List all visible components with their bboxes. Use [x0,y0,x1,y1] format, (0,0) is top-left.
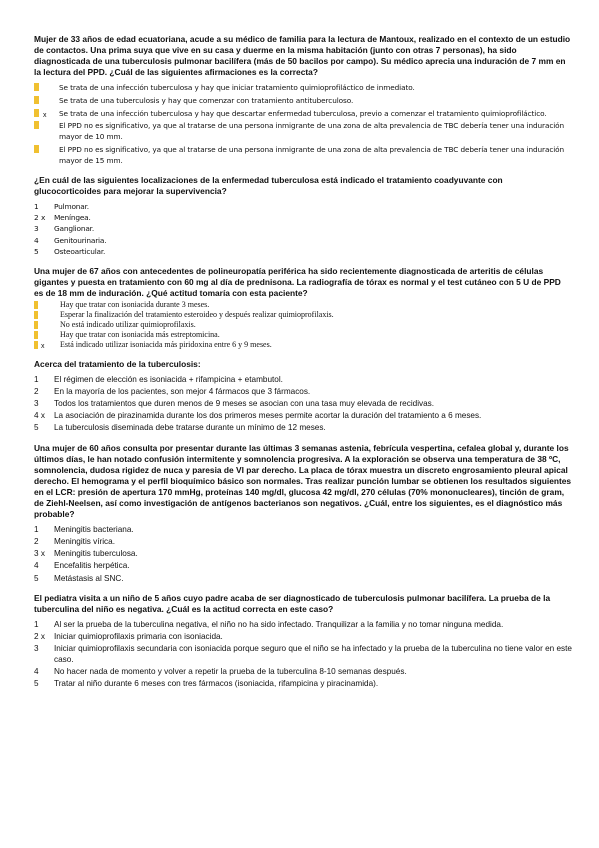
question-5-option-5[interactable]: 5 Metástasis al SNC. [34,573,124,583]
question-3-option-3[interactable]: No está indicado utilizar quimioprofilaxis. [34,320,572,330]
option-text: Se trata de una tuberculosis y hay que comenzar con tratamiento antituberculoso. [59,95,354,105]
question-2-option-2[interactable]: 2 x Meníngea. [34,213,91,223]
question-6-option-4[interactable]: 4 No hacer nada de momento y volver a repetir la prueba de la tuberculina 8-10 semanas después. [34,667,407,677]
option-text: Se trata de una infección tuberculosa y hay que descartar enfermedad tuberculosa, previo a comenzar el tratamiento quimioprofiláctico. [59,108,547,118]
question-1-option-4[interactable] [34,120,572,142]
question-6-stem: El pediatra visita a un niño de 5 años cuyo padre acaba de ser diagnosticado de tuberculosis pulmonar bacilífera. La prueba de la tuberculina del niño es negativa. ¿Cuál es la actitud correcta en este caso? [34,592,551,614]
option-text: Se trata de una infección tuberculosa y hay que iniciar tratamiento quimioprofiláctico de inmediato. [59,83,415,93]
question-3-stem: Una mujer de 67 años con antecedentes de polineuropatía periférica ha sido recientemente diagnosticada de arteritis de células gigantes y puesta en tratamiento con 60 mg al día de prednisona. La radiografía de tórax es normal y el test cutáneo con 5 U de PPD es de 18 mm de induración. ¿Qué actitud tomaría con esta paciente? [34,265,561,298]
question-1-stem: Mujer de 33 años de edad ecuatoriana, acude a su médico de familia para la lectura de Mantoux, realizado en el contexto de un estudio de contactos. Una prima suya que vive en su casa y duerme en la misma habitación (junto con otras 7 personas), ha sido diagnosticada de una tuberculosis pulmonar bacilífera (más de 50 bacilos por campo). Su médico aprecia una induración de 7 mm en la lectura del PPD. ¿Cuál de las siguientes afirmaciones es la correcta? [34,34,571,78]
question-4-option-2[interactable]: 2 En la mayoría de los pacientes, son mejor 4 fármacos que 3 fármacos. [34,387,311,397]
highlight-marker-icon [34,82,59,92]
question-6-option-2[interactable]: 2 x Iniciar quimioprofilaxis primaria con isoniacida. [34,631,223,641]
highlight-marker-icon [34,120,59,130]
question-1-option-5[interactable] [34,144,572,166]
question-5-stem: Una mujer de 60 años consulta por presentar durante las últimas 3 semanas astenia, febrícula vespertina, cefalea global y, durante los últimos días, le han notado confusión intermitente y somnolencia progresiva. A la exploración se observa una temperatura de 38 ºC, somnolencia, dudosa rigidez de nuca y paresia de VI par derecho. La placa de tórax muestra un discreto engrosamiento pleural apical derecho. El hemograma y el perfil bioquímico básico son normales. Tras realizar punción lumbar se obtienen los resultados siguientes en el LCR: presión de apertura 170 mmHg, proteínas 140 mg/dl, glucosa 42 mg/dl, 270 células (70% mononucleares), tinción de gram, de Ziehl-Neelsen, así como investigación de antígenos bacterianos son negativos. ¿Cuál, entre los siguientes, es el diagnóstico más probable? [34,442,572,520]
option-text: El PPD no es significativo, ya que al tratarse de una persona inmigrante de una zona de alta prevalencia de TBC debería tener una induración mayor de 10 mm. [59,121,565,142]
question-3-option-2[interactable]: Esperar la finalización del tratamiento esteroideo y después realizar quimioprofilaxis. [34,310,572,320]
question-4-stem: Acerca del tratamiento de la tuberculosis: [34,358,201,369]
question-1-option-1[interactable] [34,82,572,93]
highlight-marker-icon [34,320,60,330]
highlight-marker-icon [34,108,59,118]
question-5-option-2[interactable]: 2 Meningitis vírica. [34,537,115,547]
highlight-marker-icon [34,144,59,154]
question-4-option-1[interactable]: 1 El régimen de elección es isoniacida + rifampicina + etambutol. [34,375,283,385]
question-6-option-1[interactable]: 1 Al ser la prueba de la tuberculina negativa, el niño no ha sido infectado. Tranquilizar a la familia y no tomar ninguna medida. [34,619,504,629]
question-1-option-3[interactable] [34,108,572,119]
question-2-option-5[interactable]: 5 Osteoarticular. [34,246,106,256]
question-5-option-1[interactable]: 1 Meningitis bacteriana. [34,525,134,535]
question-2-option-1[interactable]: 1 Pulmonar. [34,202,89,212]
highlight-marker-icon [34,310,60,320]
question-2-option-3[interactable]: 3 Ganglionar. [34,224,94,234]
option-text: El PPD no es significativo, ya que al tratarse de una persona inmigrante de una zona de alta prevalencia de TBC debería tener una induración mayor de 15 mm. [59,144,565,165]
highlight-marker-icon [34,330,60,340]
question-1 [34,34,572,166]
question-2-option-4[interactable]: 4 Genitourinaria. [34,235,107,245]
question-3-option-4[interactable]: Hay que tratar con isoniacida más estreptomicina. [34,330,572,340]
question-4 [34,359,572,434]
question-1-option-2[interactable] [34,95,572,106]
question-4-option-5[interactable]: 5 La tuberculosis diseminada debe tratarse durante un mínimo de 12 meses. [34,423,326,433]
question-4-option-4[interactable]: 4 x La asociación de pirazinamida durante los dos primeros meses permite acortar la duración del tratamiento a 6 meses. [34,411,482,421]
question-3-option-1[interactable]: Hay que tratar con isoniacida durante 3 meses. [34,300,572,310]
question-6 [34,593,572,690]
highlight-marker-icon [34,95,59,105]
question-5-option-3[interactable]: 3 x Meningitis tuberculosa. [34,549,138,559]
question-6-option-3[interactable]: 3 Iniciar quimioprofilaxis secundaria con isoniacida porque seguro que el niño se ha infectado y la prueba de la tuberculina no tiene valor en este caso. [34,644,572,665]
question-5-option-4[interactable]: 4 Encefalitis herpética. [34,561,130,571]
question-2 [34,175,572,257]
question-6-option-5[interactable]: 5 Tratar al niño durante 6 meses con tres fármacos (isoniacida, rifampicina y piracinamida). [34,679,379,689]
answer-mark: x [43,111,47,119]
answer-mark: x [41,342,45,350]
highlight-marker-icon [34,340,60,350]
exam-page [34,34,572,698]
highlight-marker-icon [34,300,60,310]
question-5 [34,443,572,584]
question-4-option-3[interactable]: 3 Todos los tratamientos que duren menos de 9 meses se asocian con una tasa muy elevada de recidivas. [34,399,435,409]
question-3-option-5[interactable]: x Está indicado utilizar isoniacida más piridoxina entre 6 y 9 meses. [34,340,572,350]
question-3 [34,266,572,350]
question-2-stem: ¿En cuál de las siguientes localizaciones de la enfermedad tuberculosa está indicado el tratamiento coadyuvante con glucocorticoides para mejorar la supervivencia? [34,175,503,197]
